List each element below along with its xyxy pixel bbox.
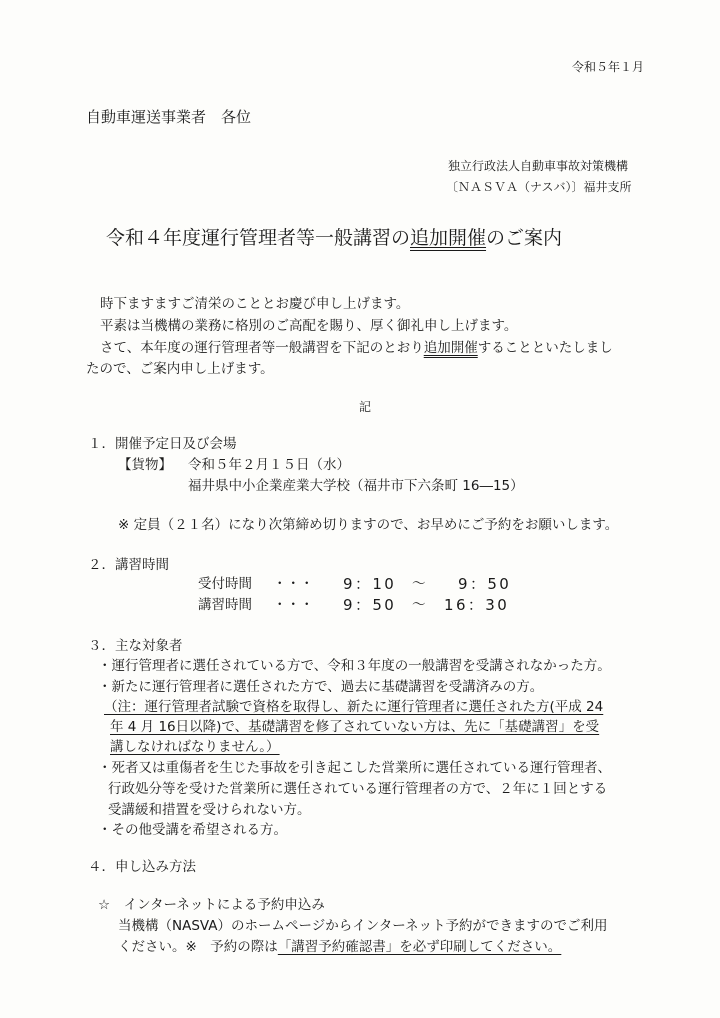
- print-instruction: 「講習予約確認書」を必ず印刷してください。: [277, 939, 562, 955]
- section1-tag: 【貨物】: [118, 457, 172, 473]
- greeting-line-3-a: さて、本年度の運行管理者等一般講習を下記のとおり: [100, 340, 424, 356]
- greeting-line-1: 時下ますますご清栄のこととお慶び申し上げます。: [100, 296, 410, 312]
- schedule-label: 講習時間: [198, 597, 252, 613]
- section1-date: 令和５年２月１５日（水）: [188, 457, 350, 473]
- section4-subheading: ☆ インターネットによる予約申込み: [98, 897, 325, 913]
- target-item-continued: 受講緩和措置を受けられない方。: [108, 802, 311, 818]
- section4-heading: ４．申し込み方法: [88, 859, 196, 875]
- target-item: ・運行管理者に選任されている方で、令和３年度の一般講習を受講されなかった方。: [98, 658, 611, 674]
- sender-org: 独立行政法人自動車事故対策機構: [448, 159, 629, 173]
- greeting-line-3-c: することといたしまし: [477, 340, 613, 356]
- greeting-line-4: たので、ご案内申し上げます。: [86, 361, 274, 377]
- title-tail: のご案内: [486, 227, 563, 249]
- ki-mark: 記: [359, 400, 372, 414]
- schedule-dots: ・・・: [273, 597, 314, 613]
- section2-heading: ２．講習時間: [88, 557, 169, 573]
- schedule-start: 9：10: [343, 575, 397, 593]
- target-note-line-1: （注：運行管理者試験で資格を取得し、新たに運行管理者に選任された方(平成 24: [104, 699, 604, 715]
- section4-line-2-a: ください。※ 予約の際は: [118, 939, 278, 955]
- greeting-line-2: 平素は当機構の業務に格別のご高配を賜り、厚く御礼申し上げます。: [100, 318, 518, 334]
- greeting-line-3: [100, 338, 613, 359]
- section3-heading: ３．主な対象者: [88, 638, 183, 654]
- schedule-sep: ～: [412, 597, 426, 613]
- target-item: ・死者又は重傷者を生じた事故を引き起こした営業所に選任されている運行管理者、: [98, 760, 611, 776]
- target-note-line-3: 講しなければなりません。）: [110, 739, 280, 755]
- schedule-end: 9：50: [458, 575, 512, 593]
- title-main: 令和４年度運行管理者等一般講習の: [106, 227, 411, 249]
- target-item: ・その他受講を希望される方。: [98, 822, 287, 838]
- document-date: 令和５年１月: [572, 60, 645, 74]
- schedule-end: 16：30: [444, 596, 510, 614]
- sender-branch: 〔ＮＡＳＶＡ（ナスバ）〕福井支所: [446, 180, 632, 194]
- section1-heading: １．開催予定日及び会場: [88, 436, 237, 452]
- target-item-continued: 行政処分等を受けた営業所に選任されている運行管理者の方で、２年に１回とする: [108, 781, 608, 797]
- document-title: [106, 225, 562, 251]
- target-item: ・新たに運行管理者に選任された方で、過去に基礎講習を受講済みの方。: [98, 679, 544, 695]
- schedule-dots: ・・・: [273, 576, 314, 592]
- schedule-sep: ～: [412, 576, 426, 592]
- title-emphasis: 追加開催: [410, 227, 487, 249]
- section1-venue: 福井県中小企業産業大学校（福井市下六条町 16―15）: [188, 478, 524, 494]
- section4-line-2: [118, 937, 561, 958]
- target-note-line-2: 年 4 月 16日以降)で、基礎講習を修了されていない方は、先に「基礎講習」を受: [110, 719, 600, 735]
- schedule-label: 受付時間: [198, 576, 252, 592]
- section4-line-1: 当機構（NASVA）のホームページからインターネット予約ができますのでご利用: [118, 918, 608, 934]
- greeting-emphasis: 追加開催: [423, 340, 478, 356]
- schedule-start: 9：50: [343, 596, 397, 614]
- section1-note: ※ 定員（２１名）になり次第締め切りますので、お早めにご予約をお願いします。: [118, 517, 619, 533]
- addressee: 自動車運送事業者 各位: [86, 108, 252, 126]
